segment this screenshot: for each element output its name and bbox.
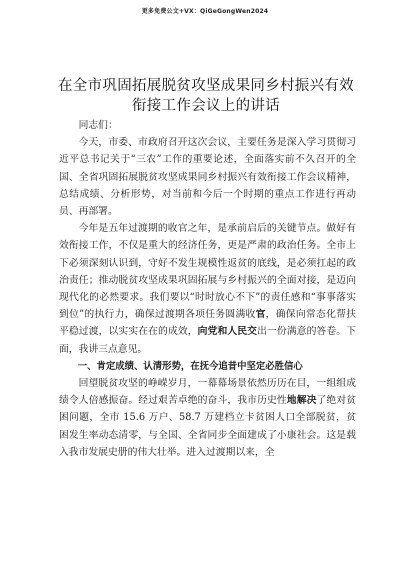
paragraph-2-text-b: ，确保向常态化帮扶平稳过渡，以实实在在的成效， <box>59 309 357 338</box>
paragraph-3-text-b: 了绝对贫困问题，全市 15.6 万户、58.7 万建档立卡贫困人口全部脱贫，贫困发生率动态清零，与全国、全省同步全面建成了小康社会。这是载入我市发展史册的伟大壮举。进入过渡期以来，全 <box>59 395 357 458</box>
document-body <box>59 117 356 461</box>
title-line-1: 在全市巩固拓展脱贫攻坚成果同乡村振兴有效 <box>58 78 354 94</box>
paragraph-2 <box>59 220 356 358</box>
header-watermark-note: 更多免费公文+VX：QiGeGongWen2024 <box>141 8 269 15</box>
paragraph-2-text-c: 出一份满意的答卷。下面，我讲三点意见。 <box>59 326 357 355</box>
paragraph-2-bold-1: 官 <box>255 309 266 321</box>
paragraph-3 <box>59 375 356 461</box>
paragraph-2-text-a: 今年是五年过渡期的收官之年，是承前启后的关键节点。做好有效衔接工作，不仅是重大的经济任务，更是严肃的政治任务。全市上下必须深刻认识到，守好不发生规模性返贫的底线，是必须扛起的政治责任；推动脱贫攻坚成果巩固拓展与乡村振兴的全面对接，是迈向现代化的必然要求。我们要以“时时放心不下”的责任感和“事事落实到位”的执行力，确保过渡期各项任务圆满收 <box>59 223 356 321</box>
title-line-2: 衔接工作会议上的讲话 <box>132 98 280 114</box>
paragraph-3-text-a: 回望脱贫攻坚的峥嵘岁月，一幕幕场景依然历历在目，一组组成绩令人倍感振奋。经过艰苦卓绝的奋斗，我市历史性 <box>59 378 356 407</box>
document-title <box>48 76 364 116</box>
paragraph-3-bold: 地解决 <box>286 395 317 407</box>
paragraph-2-bold-2: 向党和人民交 <box>197 326 258 338</box>
section-heading-1: 一、肯定成绩、认清形势，在抚今追昔中坚定必胜信心 <box>77 360 303 372</box>
paragraph-1: 今天，市委、市政府召开这次会议，主要任务是深入学习贯彻习近平总书记关于“三农”工作的重要论述，全面落实前不久召开的全国、全省巩固拓展脱贫攻坚成果同乡村振兴有效衔接工作会议精神，总结成绩、分析形势，对当前和今后一个时期的重点工作进行再动员、再部署。 <box>59 137 356 218</box>
salutation: 同志们： <box>78 120 118 131</box>
